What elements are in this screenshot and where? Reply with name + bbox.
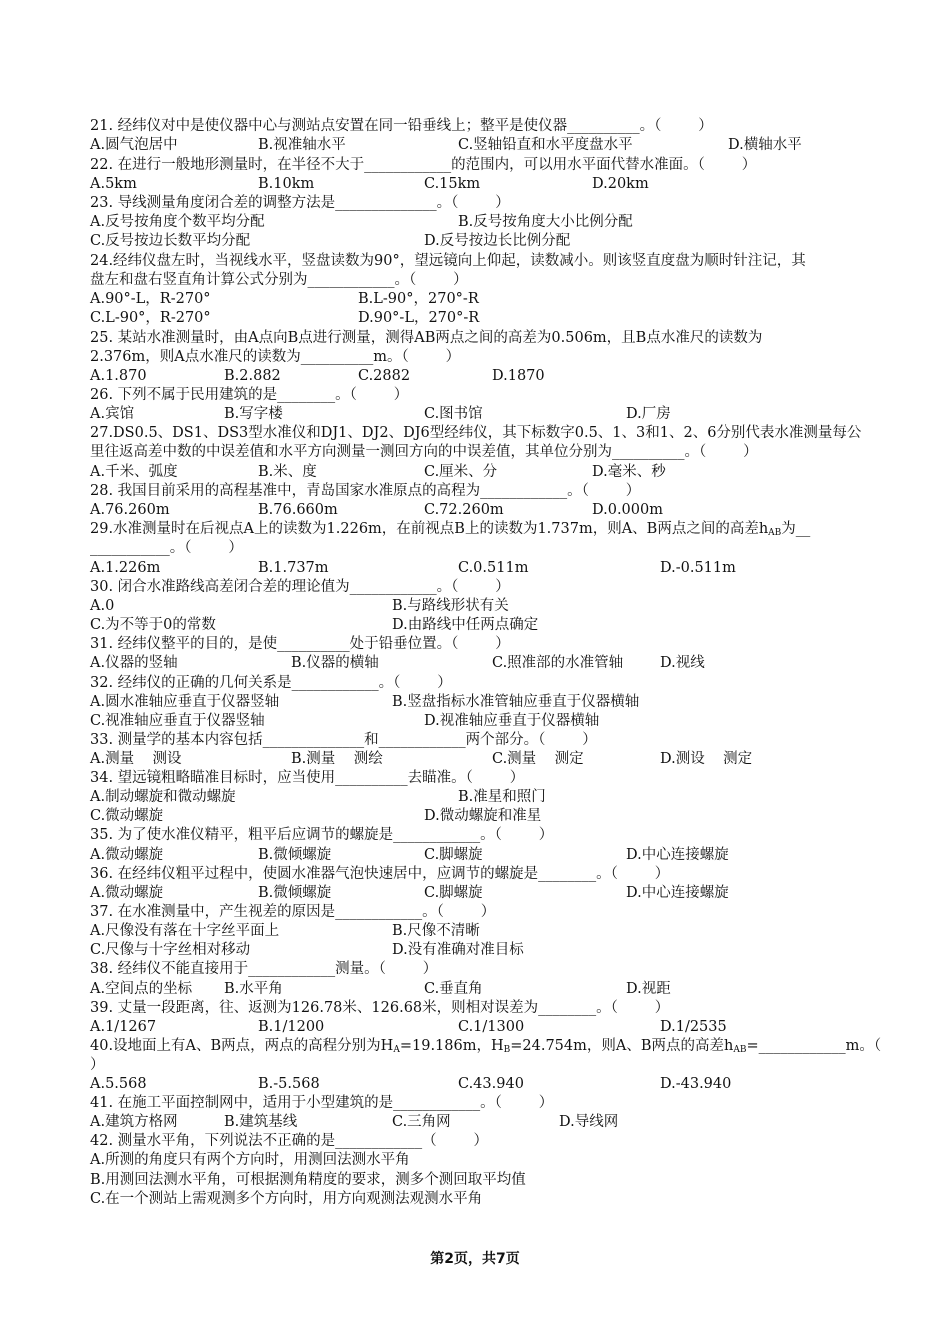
question-38-option-c: C.垂直角 [424, 981, 483, 997]
question-37-option-a: A.尺像没有落在十字丝平面上 [90, 923, 280, 939]
question-24-option-b: B.L-90°，270°-R [358, 291, 479, 307]
question-25-option-d: D.1870 [492, 368, 545, 384]
question-28-option-a: A.76.260m [90, 502, 170, 518]
question-28-option-c: C.72.260m [424, 502, 504, 518]
question-32-option-c: C.视准轴应垂直于仪器竖轴 [90, 713, 265, 729]
question-40-option-c: C.43.940 [458, 1076, 524, 1092]
question-35-option-a: A.微动螺旋 [90, 847, 164, 863]
question-24-option-d: D.90°-L，270°-R [358, 310, 480, 326]
question-27-option-c: C.厘米、分 [424, 464, 498, 480]
question-26-stem: 26. 下列不属于民用建筑的是________。（ ） [90, 387, 409, 403]
question-24-option-a: A.90°-L，R-270° [90, 291, 211, 307]
question-36-stem: 36. 在经纬仪粗平过程中，使圆水准器气泡快速居中，应调节的螺旋是________。（ ） [90, 866, 670, 882]
question-31-option-d: D.视线 [660, 655, 705, 671]
question-25-stem-line1: 25. 某站水准测量时，由A点向B点进行测量，测得AB两点之间的高差为0.506m，且B点水准尺的读数为 [90, 330, 763, 346]
question-33-option-b: B.测量 测绘 [291, 751, 383, 767]
question-41-option-d: D.导线网 [559, 1114, 619, 1130]
question-36-option-a: A.微动螺旋 [90, 885, 164, 901]
question-42-stem: 42. 测量水平角，下列说法不正确的是____________（ ） [90, 1133, 489, 1149]
question-21-option-c: C.竖轴铅直和水平度盘水平 [458, 137, 633, 153]
question-33-stem: 33. 测量学的基本内容包括______________和____________两个部分。（ ） [90, 732, 597, 748]
question-35-option-b: B.微倾螺旋 [258, 847, 332, 863]
question-21-option-b: B.视准轴水平 [258, 137, 346, 153]
question-22-option-c: C.15km [424, 176, 481, 192]
question-27-stem-line1: 27.DS0.5、DS1、DS3型水准仪和DJ1、DJ2、DJ6型经纬仪，其下标数字0.5、1、3和1、2、6分别代表水准测量每公 [90, 425, 862, 441]
question-29-option-d: D.-0.511m [660, 560, 736, 576]
question-35-option-d: D.中心连接螺旋 [626, 847, 729, 863]
question-31-stem: 31. 经纬仪整平的目的，是使__________处于铅垂位置。（ ） [90, 636, 510, 652]
question-42-option-a: A.所测的角度只有两个方向时，用测回法测水平角 [90, 1152, 410, 1168]
question-36-option-b: B.微倾螺旋 [258, 885, 332, 901]
question-41-stem: 41. 在施工平面控制网中，适用于小型建筑的是____________。（ ） [90, 1095, 554, 1111]
question-24-stem-line2: 盘左和盘右竖直角计算公式分别为____________。（ ） [90, 272, 468, 288]
question-37-option-d: D.没有准确对准目标 [392, 942, 524, 958]
question-26-option-d: D.厂房 [626, 406, 671, 422]
question-30-option-d: D.由路线中任两点确定 [392, 617, 539, 633]
question-34-stem: 34. 望远镜粗略瞄准目标时，应当使用__________去瞄准。（ ） [90, 770, 525, 786]
question-25-stem-line2: 2.376m，则A点水准尺的读数为__________m。（ ） [90, 349, 461, 365]
question-23-option-a: A.反号按角度个数平均分配 [90, 214, 265, 230]
question-38-option-a: A.空间点的坐标 [90, 981, 193, 997]
question-32-option-b: B.竖盘指标水准管轴应垂直于仪器横轴 [392, 694, 640, 710]
question-30-option-b: B.与路线形状有关 [392, 598, 509, 614]
question-42-option-b: B.用测回法测水平角，可根据测角精度的要求，测多个测回取平均值 [90, 1172, 526, 1188]
question-41-option-a: A.建筑方格网 [90, 1114, 178, 1130]
question-24-option-c: C.L-90°，R-270° [90, 310, 211, 326]
question-30-option-c: C.为不等于0的常数 [90, 617, 216, 633]
question-23-stem: 23. 导线测量角度闭合差的调整方法是______________。（ ） [90, 195, 510, 211]
question-22-option-a: A.5km [90, 176, 137, 192]
question-29-option-b: B.1.737m [258, 560, 329, 576]
question-27-option-a: A.千米、弧度 [90, 464, 178, 480]
question-23-option-b: B.反号按角度大小比例分配 [458, 214, 633, 230]
question-27-option-d: D.毫米、秒 [592, 464, 666, 480]
question-39-option-c: C.1/1300 [458, 1019, 525, 1035]
question-36-option-c: C.脚螺旋 [424, 885, 483, 901]
question-39-option-a: A.1/1267 [90, 1019, 157, 1035]
question-29-stem-line1: 29.水准测量时在后视点A上的读数为1.226m，在前视点B上的读数为1.737m，则A、B两点之间的高差$h_{AB}$为__ [90, 521, 811, 538]
question-25-option-c: C.2882 [358, 368, 411, 384]
question-38-stem: 38. 经纬仪不能直接用于____________测量。（ ） [90, 961, 438, 977]
question-25-option-b: B.2.882 [224, 368, 281, 384]
question-32-option-a: A.圆水准轴应垂直于仪器竖轴 [90, 694, 280, 710]
question-25-option-a: A.1.870 [90, 368, 147, 384]
question-33-option-d: D.测设 测定 [660, 751, 753, 767]
question-38-option-d: D.视距 [626, 981, 671, 997]
question-41-option-c: C.三角网 [392, 1114, 451, 1130]
question-37-option-b: B.尺像不清晰 [392, 923, 480, 939]
question-40-stem-line1: 40.设地面上有A、B两点，两点的高程分别为$H_A=19.186m$，$H_B=24.754m$，则A、B两点的高差$h_{AB}=\_\_\_\_\_\_\_\_\_\_\_\_m$。（ [90, 1038, 882, 1055]
page-number-footer: 第2页，共7页 [430, 1251, 520, 1267]
question-37-option-c: C.尺像与十字丝相对移动 [90, 942, 251, 958]
question-31-option-a: A.仪器的竖轴 [90, 655, 178, 671]
question-34-option-d: D.微动螺旋和准星 [424, 808, 542, 824]
question-34-option-b: B.准星和照门 [458, 789, 546, 805]
question-32-stem: 32. 经纬仪的正确的几何关系是____________。（ ） [90, 675, 452, 691]
question-39-option-d: D.1/2535 [660, 1019, 727, 1035]
question-28-option-d: D.0.000m [592, 502, 663, 518]
question-34-option-a: A.制动螺旋和微动螺旋 [90, 789, 236, 805]
question-26-option-c: C.图书馆 [424, 406, 483, 422]
question-30-option-a: A.0 [90, 598, 115, 614]
question-22-option-b: B.10km [258, 176, 315, 192]
question-26-option-b: B.写字楼 [224, 406, 283, 422]
question-38-option-b: B.水平角 [224, 981, 283, 997]
question-29-option-c: C.0.511m [458, 560, 529, 576]
question-31-option-c: C.照准部的水准管轴 [492, 655, 624, 671]
question-23-option-c: C.反号按边长数平均分配 [90, 233, 251, 249]
question-22-stem: 22. 在进行一般地形测量时，在半径不大于____________的范围内，可以用水平面代替水准面。（ ） [90, 157, 757, 173]
question-41-option-b: B.建筑基线 [224, 1114, 298, 1130]
question-26-option-a: A.宾馆 [90, 406, 135, 422]
question-22-option-d: D.20km [592, 176, 649, 192]
question-28-stem: 28. 我国目前采用的高程基准中，青岛国家水准原点的高程为____________。（ ） [90, 483, 641, 499]
question-40-stem-line2: ） [90, 1057, 105, 1073]
question-21-option-a: A.圆气泡居中 [90, 137, 178, 153]
question-29-stem-line2: ___________。（ ） [90, 540, 243, 556]
question-27-stem-line2: 里往返高差中数的中误差值和水平方向测量一测回方向的中误差值，其单位分别为__________。（ ） [90, 444, 758, 460]
question-30-stem: 30. 闭合水准路线高差闭合差的理论值为____________。（ ） [90, 579, 510, 595]
question-40-option-a: A.5.568 [90, 1076, 147, 1092]
question-29-option-a: A.1.226m [90, 560, 161, 576]
question-21-stem: 21. 经纬仪对中是使仪器中心与测站点安置在同一铅垂线上；整平是使仪器__________。（ ） [90, 118, 713, 134]
question-23-option-d: D.反号按边长比例分配 [424, 233, 571, 249]
question-24-stem-line1: 24.经纬仪盘左时，当视线水平，竖盘读数为90°，望远镜向上仰起，读数减小。则该竖直度盘为顺时针注记，其 [90, 253, 806, 269]
question-33-option-c: C.测量 测定 [492, 751, 584, 767]
question-34-option-c: C.微动螺旋 [90, 808, 164, 824]
question-35-stem: 35. 为了使水准仪精平，粗平后应调节的螺旋是____________。（ ） [90, 827, 554, 843]
question-39-stem: 39. 丈量一段距离，往、返测为126.78米、126.68米，则相对误差为________。（ ） [90, 1000, 670, 1016]
question-21-option-d: D.横轴水平 [728, 137, 802, 153]
question-33-option-a: A.测量 测设 [90, 751, 182, 767]
question-35-option-c: C.脚螺旋 [424, 847, 483, 863]
question-37-stem: 37. 在水准测量中，产生视差的原因是____________。（ ） [90, 904, 496, 920]
question-27-option-b: B.米、度 [258, 464, 317, 480]
question-40-option-d: D.-43.940 [660, 1076, 732, 1092]
question-40-option-b: B.-5.568 [258, 1076, 320, 1092]
question-39-option-b: B.1/1200 [258, 1019, 325, 1035]
question-32-option-d: D.视准轴应垂直于仪器横轴 [424, 713, 600, 729]
question-31-option-b: B.仪器的横轴 [291, 655, 379, 671]
question-36-option-d: D.中心连接螺旋 [626, 885, 729, 901]
question-28-option-b: B.76.660m [258, 502, 338, 518]
question-42-option-c: C.在一个测站上需观测多个方向时，用方向观测法观测水平角 [90, 1191, 483, 1207]
